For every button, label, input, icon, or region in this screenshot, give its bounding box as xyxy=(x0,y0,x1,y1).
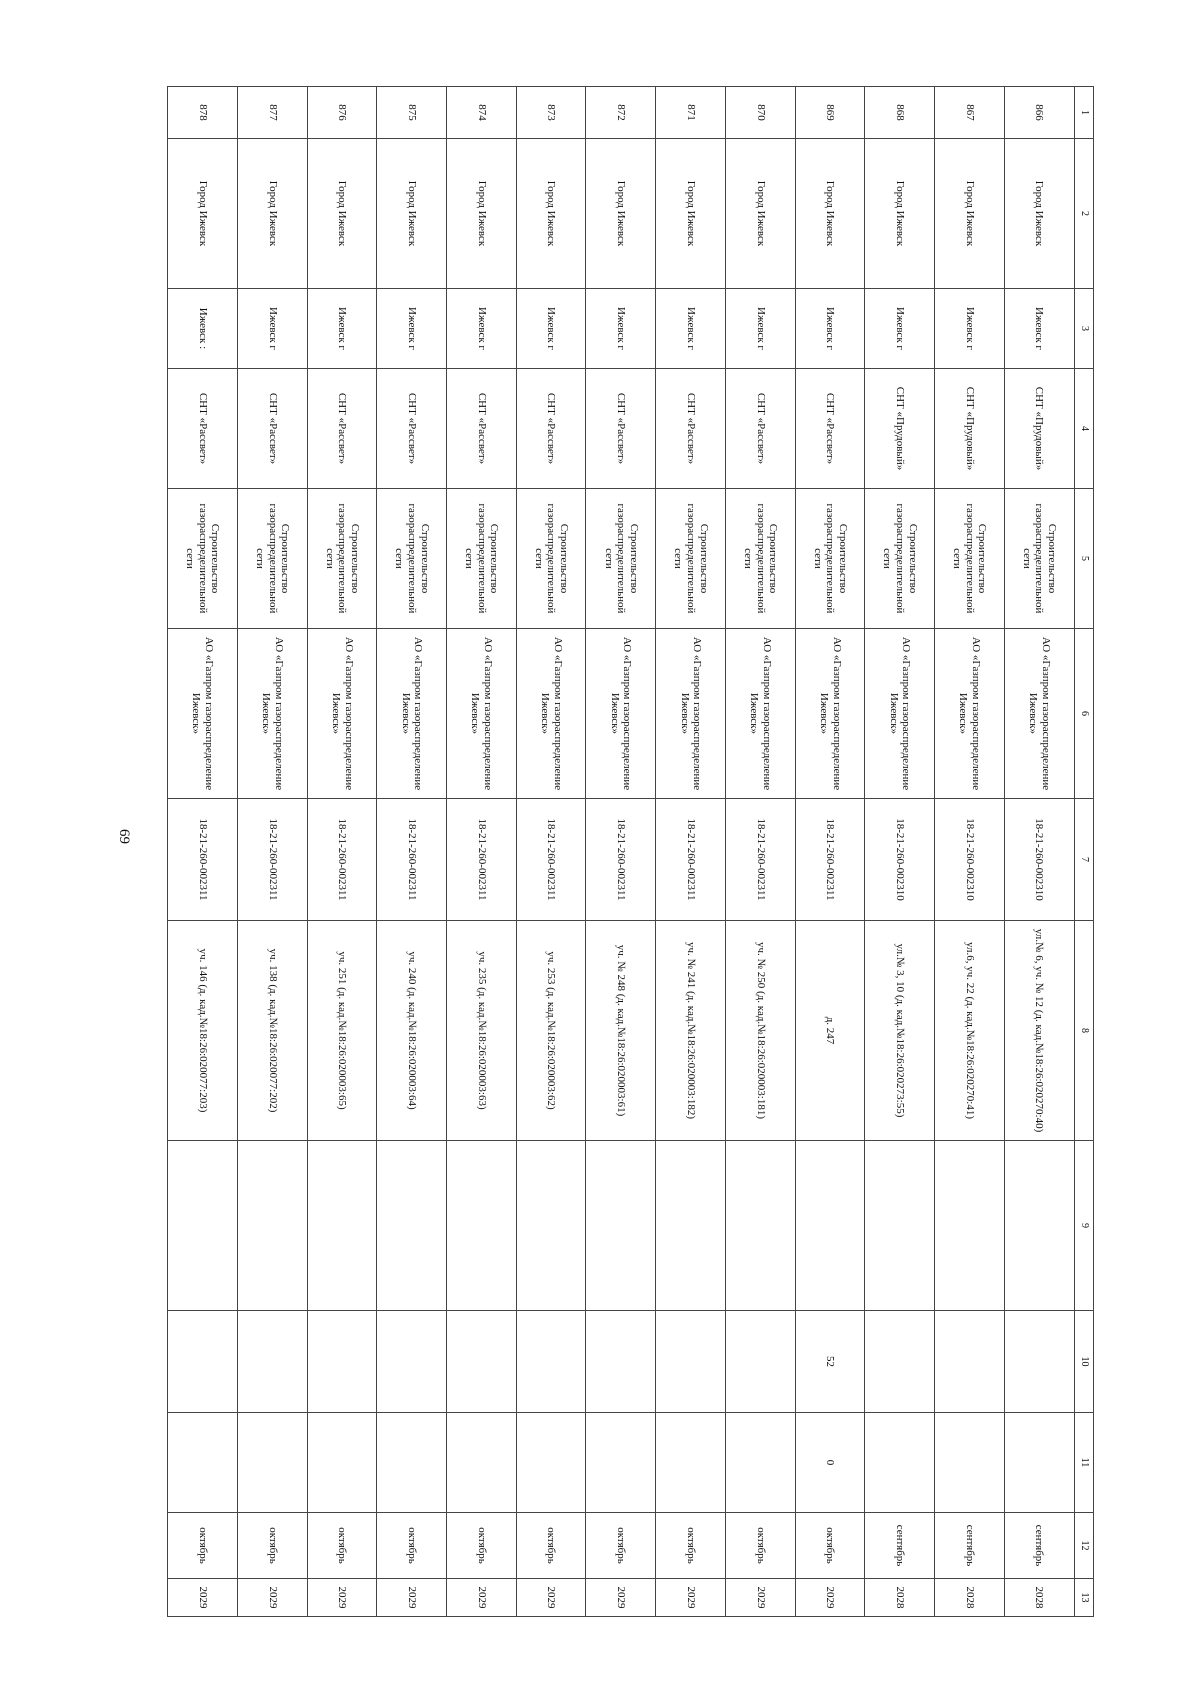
row-number-cell: 873 xyxy=(516,87,586,139)
month-cell: октябрь xyxy=(168,1513,238,1579)
col-11-cell xyxy=(725,1413,795,1513)
year-cell: 2029 xyxy=(307,1579,377,1617)
column-number: 8 xyxy=(1074,921,1093,1141)
column-number: 2 xyxy=(1074,139,1093,289)
organization-cell: АО «Газпром газораспределение Ижевск» xyxy=(586,629,656,799)
col-10-cell xyxy=(725,1311,795,1413)
garden-association-cell: СНТ «Рассвет» xyxy=(447,369,517,489)
row-number-cell: 871 xyxy=(656,87,726,139)
municipality-cell: Город Ижевск xyxy=(1004,139,1074,289)
work-type-cell: Строительство газораспределительной сети xyxy=(237,489,307,629)
col-10-cell xyxy=(586,1311,656,1413)
col-10-cell xyxy=(935,1311,1005,1413)
col-10-cell xyxy=(307,1311,377,1413)
column-number: 1 xyxy=(1074,87,1093,139)
year-cell: 2028 xyxy=(865,1579,935,1617)
registry-number-cell: 18-21-260-002311 xyxy=(307,799,377,921)
col-9-cell xyxy=(865,1141,935,1311)
rotated-table-wrapper xyxy=(167,86,1094,1616)
col-9-cell xyxy=(1004,1141,1074,1311)
col-9-cell xyxy=(586,1141,656,1311)
table-row xyxy=(377,87,447,1617)
column-number-row xyxy=(1074,87,1093,1617)
column-number: 11 xyxy=(1074,1413,1093,1513)
registry-number-cell: 18-21-260-002310 xyxy=(935,799,1005,921)
plot-address-cell: д. 247 xyxy=(795,921,865,1141)
year-cell: 2029 xyxy=(725,1579,795,1617)
row-number-cell: 875 xyxy=(377,87,447,139)
month-cell: октябрь xyxy=(307,1513,377,1579)
table-row xyxy=(795,87,865,1617)
registry-number-cell: 18-21-260-002311 xyxy=(447,799,517,921)
col-10-cell xyxy=(237,1311,307,1413)
settlement-cell: Ижевск г xyxy=(516,289,586,369)
col-11-cell xyxy=(586,1413,656,1513)
col-11-cell xyxy=(656,1413,726,1513)
registry-number-cell: 18-21-260-002310 xyxy=(1004,799,1074,921)
col-10-cell xyxy=(168,1311,238,1413)
organization-cell: АО «Газпром газораспределение Ижевск» xyxy=(865,629,935,799)
table-row xyxy=(865,87,935,1617)
settlement-cell: Ижевск г xyxy=(935,289,1005,369)
registry-number-cell: 18-21-260-002311 xyxy=(237,799,307,921)
organization-cell: АО «Газпром газораспределение Ижевск» xyxy=(656,629,726,799)
month-cell: сентябрь xyxy=(935,1513,1005,1579)
settlement-cell: Ижевск : xyxy=(168,289,238,369)
plot-address-cell: уч. № 250 (д. кад.№18:26:020003:181) xyxy=(725,921,795,1141)
municipality-cell: Город Ижевск xyxy=(447,139,517,289)
table-row xyxy=(725,87,795,1617)
work-type-cell: Строительство газораспределительной сети xyxy=(447,489,517,629)
plot-address-cell: уч. № 248 (д. кад.№18:26:020003:61) xyxy=(586,921,656,1141)
registry-number-cell: 18-21-260-002310 xyxy=(865,799,935,921)
garden-association-cell: СНТ «Рассвет» xyxy=(516,369,586,489)
row-number-cell: 869 xyxy=(795,87,865,139)
col-11-cell: 0 xyxy=(795,1413,865,1513)
registry-number-cell: 18-21-260-002311 xyxy=(725,799,795,921)
plot-address-cell: ул.6, уч. 22 (д. кад.№18:26:020270:41) xyxy=(935,921,1005,1141)
table-row xyxy=(168,87,238,1617)
garden-association-cell: СНТ «Рассвет» xyxy=(586,369,656,489)
table-row xyxy=(237,87,307,1617)
plot-address-cell: уч. 240 (д. кад.№18:26:020003:64) xyxy=(377,921,447,1141)
col-11-cell xyxy=(237,1413,307,1513)
garden-association-cell: СНТ «Рассвет» xyxy=(725,369,795,489)
registry-number-cell: 18-21-260-002311 xyxy=(795,799,865,921)
municipality-cell: Город Ижевск xyxy=(795,139,865,289)
organization-cell: АО «Газпром газораспределение Ижевск» xyxy=(307,629,377,799)
row-number-cell: 868 xyxy=(865,87,935,139)
column-number: 3 xyxy=(1074,289,1093,369)
settlement-cell: Ижевск г xyxy=(865,289,935,369)
settlement-cell: Ижевск г xyxy=(377,289,447,369)
work-type-cell: Строительство газораспределительной сети xyxy=(935,489,1005,629)
settlement-cell: Ижевск г xyxy=(447,289,517,369)
work-type-cell: Строительство газораспределительной сети xyxy=(725,489,795,629)
registry-number-cell: 18-21-260-002311 xyxy=(656,799,726,921)
organization-cell: АО «Газпром газораспределение Ижевск» xyxy=(377,629,447,799)
work-type-cell: Строительство газораспределительной сети xyxy=(795,489,865,629)
plot-address-cell: ул.№ 6, уч. № 12 (д. кад.№18:26:020270:40) xyxy=(1004,921,1074,1141)
work-type-cell: Строительство газораспределительной сети xyxy=(168,489,238,629)
col-11-cell xyxy=(377,1413,447,1513)
settlement-cell: Ижевск г xyxy=(795,289,865,369)
year-cell: 2028 xyxy=(935,1579,1005,1617)
month-cell: октябрь xyxy=(586,1513,656,1579)
col-10-cell xyxy=(377,1311,447,1413)
municipality-cell: Город Ижевск xyxy=(656,139,726,289)
month-cell: сентябрь xyxy=(865,1513,935,1579)
row-number-cell: 878 xyxy=(168,87,238,139)
month-cell: сентябрь xyxy=(1004,1513,1074,1579)
col-9-cell xyxy=(168,1141,238,1311)
settlement-cell: Ижевск г xyxy=(307,289,377,369)
plot-address-cell: уч. 146 (д. кад.№18:26:020077:203) xyxy=(168,921,238,1141)
organization-cell: АО «Газпром газораспределение Ижевск» xyxy=(168,629,238,799)
row-number-cell: 872 xyxy=(586,87,656,139)
column-number: 9 xyxy=(1074,1141,1093,1311)
row-number-cell: 867 xyxy=(935,87,1005,139)
month-cell: октябрь xyxy=(377,1513,447,1579)
table-row xyxy=(307,87,377,1617)
col-11-cell xyxy=(447,1413,517,1513)
plot-address-cell: уч. 138 (д. кад.№18:26:020077:202) xyxy=(237,921,307,1141)
organization-cell: АО «Газпром газораспределение Ижевск» xyxy=(237,629,307,799)
col-10-cell xyxy=(656,1311,726,1413)
col-11-cell xyxy=(1004,1413,1074,1513)
registry-table xyxy=(167,86,1094,1617)
garden-association-cell: СНТ «Рассвет» xyxy=(307,369,377,489)
month-cell: октябрь xyxy=(795,1513,865,1579)
col-11-cell xyxy=(865,1413,935,1513)
organization-cell: АО «Газпром газораспределение Ижевск» xyxy=(935,629,1005,799)
col-9-cell xyxy=(516,1141,586,1311)
table-row xyxy=(1004,87,1074,1617)
municipality-cell: Город Ижевск xyxy=(237,139,307,289)
municipality-cell: Город Ижевск xyxy=(725,139,795,289)
month-cell: октябрь xyxy=(237,1513,307,1579)
settlement-cell: Ижевск г xyxy=(656,289,726,369)
garden-association-cell: СНТ «Прудовый» xyxy=(865,369,935,489)
column-number: 7 xyxy=(1074,799,1093,921)
table-row xyxy=(935,87,1005,1617)
row-number-cell: 870 xyxy=(725,87,795,139)
registry-number-cell: 18-21-260-002311 xyxy=(516,799,586,921)
col-10-cell xyxy=(865,1311,935,1413)
year-cell: 2029 xyxy=(586,1579,656,1617)
municipality-cell: Город Ижевск xyxy=(168,139,238,289)
registry-number-cell: 18-21-260-002311 xyxy=(377,799,447,921)
col-9-cell xyxy=(447,1141,517,1311)
garden-association-cell: СНТ «Рассвет» xyxy=(656,369,726,489)
work-type-cell: Строительство газораспределительной сети xyxy=(377,489,447,629)
settlement-cell: Ижевск г xyxy=(237,289,307,369)
table-row xyxy=(656,87,726,1617)
year-cell: 2028 xyxy=(1004,1579,1074,1617)
organization-cell: АО «Газпром газораспределение Ижевск» xyxy=(725,629,795,799)
page-number: 69 xyxy=(116,829,132,844)
registry-number-cell: 18-21-260-002311 xyxy=(586,799,656,921)
col-9-cell xyxy=(377,1141,447,1311)
municipality-cell: Город Ижевск xyxy=(516,139,586,289)
settlement-cell: Ижевск г xyxy=(725,289,795,369)
col-11-cell xyxy=(168,1413,238,1513)
col-9-cell xyxy=(725,1141,795,1311)
col-9-cell xyxy=(237,1141,307,1311)
table-row xyxy=(447,87,517,1617)
work-type-cell: Строительство газораспределительной сети xyxy=(656,489,726,629)
col-10-cell xyxy=(516,1311,586,1413)
col-10-cell: 52 xyxy=(795,1311,865,1413)
col-9-cell xyxy=(795,1141,865,1311)
organization-cell: АО «Газпром газораспределение Ижевск» xyxy=(795,629,865,799)
col-9-cell xyxy=(307,1141,377,1311)
month-cell: октябрь xyxy=(656,1513,726,1579)
column-number: 12 xyxy=(1074,1513,1093,1579)
col-11-cell xyxy=(307,1413,377,1513)
municipality-cell: Город Ижевск xyxy=(586,139,656,289)
garden-association-cell: СНТ «Рассвет» xyxy=(237,369,307,489)
col-10-cell xyxy=(447,1311,517,1413)
garden-association-cell: СНТ «Рассвет» xyxy=(795,369,865,489)
col-11-cell xyxy=(516,1413,586,1513)
organization-cell: АО «Газпром газораспределение Ижевск» xyxy=(516,629,586,799)
column-number: 4 xyxy=(1074,369,1093,489)
organization-cell: АО «Газпром газораспределение Ижевск» xyxy=(447,629,517,799)
year-cell: 2029 xyxy=(447,1579,517,1617)
col-10-cell xyxy=(1004,1311,1074,1413)
garden-association-cell: СНТ «Прудовый» xyxy=(1004,369,1074,489)
registry-number-cell: 18-21-260-002311 xyxy=(168,799,238,921)
month-cell: октябрь xyxy=(516,1513,586,1579)
municipality-cell: Город Ижевск xyxy=(307,139,377,289)
row-number-cell: 866 xyxy=(1004,87,1074,139)
plot-address-cell: уч. 251 (д. кад.№18:26:020003:65) xyxy=(307,921,377,1141)
settlement-cell: Ижевск г xyxy=(1004,289,1074,369)
year-cell: 2029 xyxy=(516,1579,586,1617)
month-cell: октябрь xyxy=(725,1513,795,1579)
year-cell: 2029 xyxy=(795,1579,865,1617)
work-type-cell: Строительство газораспределительной сети xyxy=(516,489,586,629)
plot-address-cell: уч. 253 (д. кад.№18:26:020003:62) xyxy=(516,921,586,1141)
table-row xyxy=(516,87,586,1617)
settlement-cell: Ижевск г xyxy=(586,289,656,369)
plot-address-cell: уч. № 241 (д. кад.№18:26:020003:182) xyxy=(656,921,726,1141)
col-9-cell xyxy=(935,1141,1005,1311)
col-9-cell xyxy=(656,1141,726,1311)
municipality-cell: Город Ижевск xyxy=(865,139,935,289)
garden-association-cell: СНТ «Прудовый» xyxy=(935,369,1005,489)
work-type-cell: Строительство газораспределительной сети xyxy=(586,489,656,629)
table-row xyxy=(586,87,656,1617)
municipality-cell: Город Ижевск xyxy=(935,139,1005,289)
work-type-cell: Строительство газораспределительной сети xyxy=(865,489,935,629)
month-cell: октябрь xyxy=(447,1513,517,1579)
column-number: 13 xyxy=(1074,1579,1093,1617)
column-number: 5 xyxy=(1074,489,1093,629)
plot-address-cell: уч. 235 (д. кад.№18:26:020003:63) xyxy=(447,921,517,1141)
garden-association-cell: СНТ «Рассвет» xyxy=(168,369,238,489)
garden-association-cell: СНТ «Рассвет» xyxy=(377,369,447,489)
plot-address-cell: ул.№ 3, 10 (д. кад.№18:26:020273:55) xyxy=(865,921,935,1141)
year-cell: 2029 xyxy=(377,1579,447,1617)
table-body xyxy=(168,87,1094,1617)
column-number: 10 xyxy=(1074,1311,1093,1413)
col-11-cell xyxy=(935,1413,1005,1513)
row-number-cell: 877 xyxy=(237,87,307,139)
year-cell: 2029 xyxy=(656,1579,726,1617)
year-cell: 2029 xyxy=(237,1579,307,1617)
organization-cell: АО «Газпром газораспределение Ижевск» xyxy=(1004,629,1074,799)
work-type-cell: Строительство газораспределительной сети xyxy=(307,489,377,629)
year-cell: 2029 xyxy=(168,1579,238,1617)
work-type-cell: Строительство газораспределительной сети xyxy=(1004,489,1074,629)
row-number-cell: 876 xyxy=(307,87,377,139)
column-number: 6 xyxy=(1074,629,1093,799)
municipality-cell: Город Ижевск xyxy=(377,139,447,289)
row-number-cell: 874 xyxy=(447,87,517,139)
